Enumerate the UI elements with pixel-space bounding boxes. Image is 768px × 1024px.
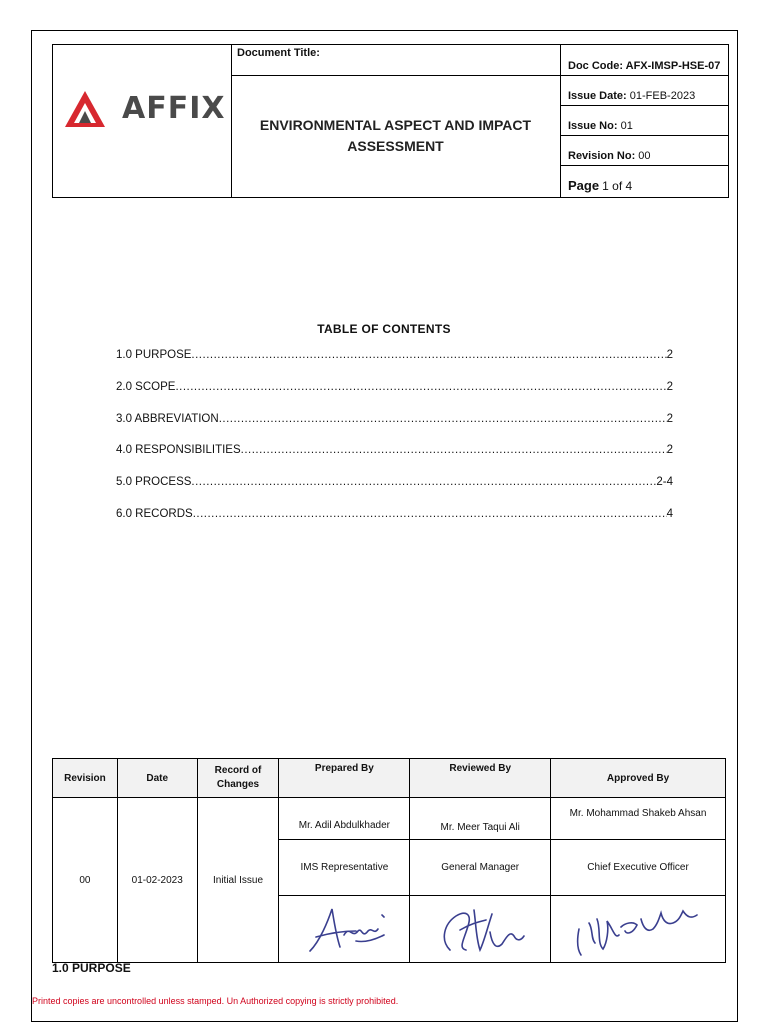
revision-no-label: Revision No: <box>568 150 636 162</box>
approved-signature-cell <box>551 896 726 963</box>
page-value: 1 of 4 <box>602 179 633 193</box>
document-title <box>231 115 560 157</box>
reviewed-signature-cell <box>410 896 551 963</box>
col-header-reviewed: Reviewed By <box>410 759 551 798</box>
issue-no-label: Issue No: <box>568 120 618 132</box>
toc-item-abbreviation[interactable]: 3.0 ABBREVIATION ..... 2 <box>116 413 673 425</box>
issue-no-value: 01 <box>620 120 633 132</box>
issue-no-row <box>561 106 728 136</box>
issue-date-value: 01-FEB-2023 <box>629 90 696 102</box>
table-row <box>53 798 726 840</box>
reviewed-signature <box>430 900 530 958</box>
prepared-signature <box>296 901 392 957</box>
title-cell <box>231 45 561 197</box>
toc-item-records[interactable]: 6.0 RECORDS ..... 4 <box>116 508 673 520</box>
revision-table <box>52 758 726 963</box>
logo-triangle-icon <box>63 89 107 129</box>
footer-note: Printed copies are uncontrolled unless stamped. Un Authorized copying is strictly prohibited. <box>32 996 399 1006</box>
col-header-prepared: Prepared By <box>279 759 410 798</box>
approved-role: Chief Executive Officer <box>551 840 726 896</box>
approved-signature <box>563 899 713 959</box>
meta-cell <box>561 45 728 197</box>
logo-cell <box>53 45 232 197</box>
document-title-label: Document Title: <box>237 47 320 59</box>
reviewed-role: General Manager <box>410 840 551 896</box>
toc-item-purpose[interactable]: 1.0 PURPOSE ..... 2 <box>116 349 673 361</box>
revision-table-header <box>53 759 726 798</box>
prepared-name: Mr. Adil Abdulkhader <box>279 798 410 840</box>
date-cell: 01-02-2023 <box>117 798 197 963</box>
approved-name: Mr. Mohammad Shakeb Ahsan <box>551 798 726 840</box>
doc-code: Doc Code: AFX-IMSP-HSE-07 <box>568 60 721 72</box>
title-separator <box>231 75 560 76</box>
record-cell: Initial Issue <box>197 798 279 963</box>
toc-item-responsibilities[interactable]: 4.0 RESPONSIBILITIES ..... 2 <box>116 444 673 456</box>
doc-code-row <box>561 45 728 76</box>
issue-date-label: Issue Date: <box>568 90 627 102</box>
document-title-line2: ASSESSMENT <box>347 138 444 154</box>
col-header-approved: Approved By <box>551 759 726 798</box>
toc-item-scope[interactable]: 2.0 SCOPE ..... 2 <box>116 381 673 393</box>
col-header-date: Date <box>117 759 197 798</box>
prepared-role: IMS Representative <box>279 840 410 896</box>
col-header-record: Record of Changes <box>197 759 279 798</box>
company-logo <box>63 89 226 129</box>
page-label: Page <box>568 178 600 193</box>
revision-no-value: 00 <box>638 150 651 162</box>
page-row <box>561 166 728 197</box>
document-header <box>52 44 729 198</box>
revision-cell: 00 <box>53 798 118 963</box>
logo-text: AFFIX <box>122 91 226 126</box>
toc-title: TABLE OF CONTENTS <box>317 322 451 336</box>
document-title-line1: ENVIRONMENTAL ASPECT AND IMPACT <box>259 117 532 133</box>
reviewed-name: Mr. Meer Taqui Ali <box>410 798 551 840</box>
toc-item-process[interactable]: 5.0 PROCESS ..... 2-4 <box>116 476 673 488</box>
col-header-revision: Revision <box>53 759 118 798</box>
revision-no-row <box>561 136 728 166</box>
prepared-signature-cell <box>279 896 410 963</box>
section-heading-purpose: 1.0 PURPOSE <box>52 961 131 975</box>
issue-date-row <box>561 76 728 106</box>
